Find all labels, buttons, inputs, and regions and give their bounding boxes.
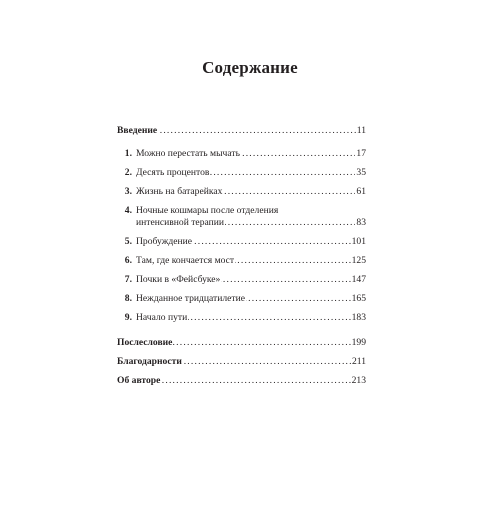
page-title: Содержание	[202, 58, 298, 77]
dot-leader	[223, 186, 355, 198]
toc-entry-label: Об авторе	[117, 375, 161, 386]
toc-chapter-9[interactable]	[117, 312, 366, 324]
chapter-title: Нежданное тридцатилетие	[136, 293, 246, 304]
chapter-number: 1.	[124, 148, 132, 159]
chapter-number: 8.	[124, 293, 132, 304]
chapter-number: 6.	[124, 255, 132, 266]
chapter-page: 17	[356, 148, 366, 159]
chapter-number: 2.	[124, 167, 132, 178]
dot-leader	[173, 337, 350, 349]
chapter-page: 101	[351, 236, 366, 247]
chapter-title: Там, где кончается мост	[136, 255, 235, 266]
toc-chapter-5[interactable]	[117, 236, 366, 248]
chapter-title-line-2: интенсивной терапии	[136, 217, 225, 228]
chapter-page: 125	[351, 255, 366, 266]
chapter-title: Можно перестать мычать	[136, 148, 240, 159]
chapter-number: 9.	[124, 312, 132, 323]
chapter-number: 7.	[124, 274, 132, 285]
chapter-page: 183	[351, 312, 366, 323]
toc-entry-page: 199	[351, 337, 366, 348]
chapter-page: 83	[356, 217, 366, 228]
toc-entry-label: Послесловие	[117, 337, 173, 348]
toc-chapter-1[interactable]	[117, 148, 366, 160]
chapter-title: Начало пути	[136, 312, 188, 323]
dot-leader	[188, 312, 350, 324]
chapter-title: Жизнь на батарейках	[136, 186, 223, 197]
toc-entry-acknowledgements[interactable]	[117, 356, 366, 368]
dot-leader	[225, 217, 355, 229]
toc-entry-page: 11	[356, 125, 366, 136]
dot-leader	[235, 255, 350, 267]
toc-chapter-8[interactable]	[117, 293, 366, 305]
toc-entry-page: 213	[351, 375, 366, 386]
toc-chapter-6[interactable]	[117, 255, 366, 267]
chapter-page: 35	[356, 167, 366, 178]
dot-leader	[183, 356, 351, 368]
toc-entry-afterword[interactable]	[117, 337, 366, 349]
dot-leader	[193, 236, 351, 248]
chapter-page: 165	[351, 293, 366, 304]
toc-entry-intro[interactable]	[117, 125, 366, 137]
toc-chapter-2[interactable]	[117, 167, 366, 179]
toc-entry-label: Введение	[117, 125, 158, 136]
chapter-page: 147	[351, 274, 366, 285]
dot-leader	[158, 125, 356, 137]
dot-leader	[241, 148, 355, 160]
table-of-contents	[117, 125, 366, 387]
toc-entry-label: Благодарности	[117, 356, 182, 367]
chapter-title: Пробуждение	[136, 236, 193, 247]
chapter-page: 61	[356, 186, 366, 197]
dot-leader	[161, 375, 350, 387]
toc-entry-about-author[interactable]	[117, 375, 366, 387]
toc-chapter-4[interactable]	[117, 205, 366, 229]
toc-entry-page: 211	[351, 356, 366, 367]
dot-leader	[246, 293, 351, 305]
chapter-number: 5.	[124, 236, 132, 247]
chapter-number: 4.	[124, 205, 132, 216]
chapter-title-line-1: Ночные кошмары после отделения	[136, 205, 279, 216]
chapter-title: Десять процентов	[136, 167, 210, 178]
dot-leader	[221, 274, 350, 286]
dot-leader	[210, 167, 355, 179]
toc-chapter-7[interactable]	[117, 274, 366, 286]
chapter-number: 3.	[124, 186, 132, 197]
toc-chapter-3[interactable]	[117, 186, 366, 198]
chapter-title: Почки в «Фейсбуке»	[136, 274, 221, 285]
